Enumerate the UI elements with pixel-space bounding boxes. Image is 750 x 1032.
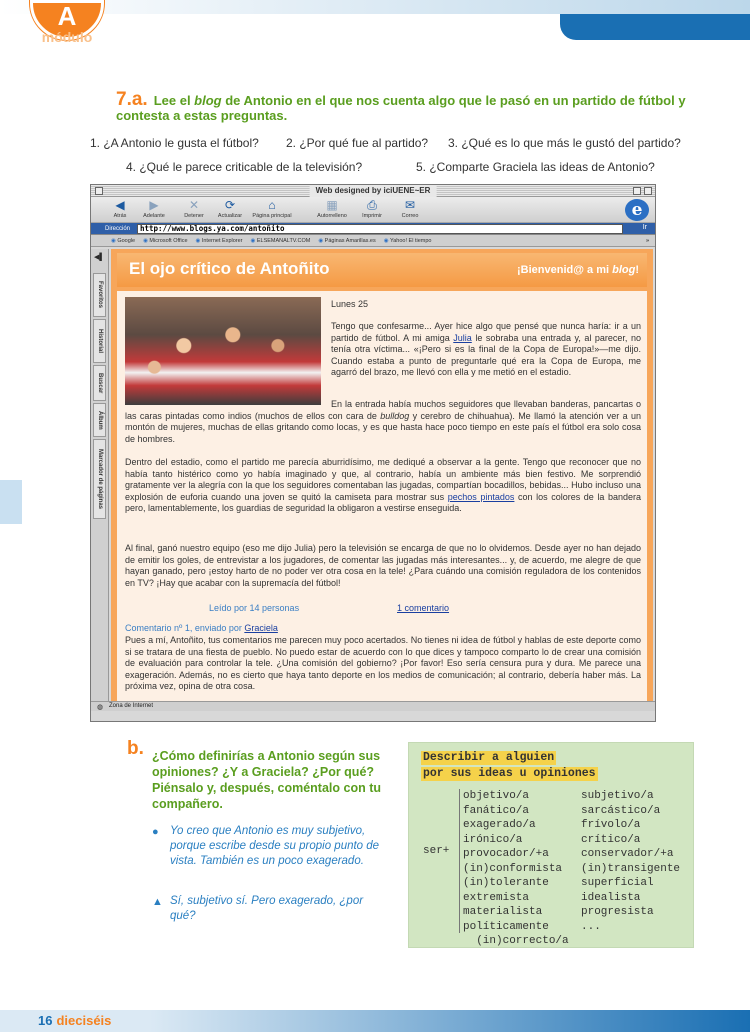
- links-bar: [91, 235, 655, 247]
- zoom-box-icon[interactable]: [633, 187, 641, 195]
- welcome-emphasis: blog: [612, 264, 636, 276]
- status-bar: [91, 701, 655, 711]
- comment-header-text: Comentario nº 1, enviado por: [125, 623, 245, 633]
- adjective: políticamente: [463, 920, 549, 933]
- adjective: subjetivo/a: [581, 790, 654, 802]
- sidebar-tab[interactable]: Álbum: [93, 403, 106, 437]
- blog-welcome: [517, 264, 639, 276]
- module-word: módulo: [41, 29, 93, 45]
- content-area: [91, 249, 655, 711]
- side-bar: [0, 480, 22, 524]
- adjective: irónico/a: [463, 833, 523, 846]
- p3-text: Dentro del estadio, como el partido me parecía aburridísimo, me dediqué a observar a la gente. Tengo que reconocer que no había tanto histérico como yo había imaginado y que, al contrario, había un ambiente más bien festivo. Me sorprendió gratamente ver la alegría con la que los seguidores comentaban las jugadas, compartían bocadillos, bebidas... Hubo incluso una explosión de euforia cuando una joven se quitó la camiseta para mostrar sus: [125, 457, 641, 502]
- p1-text: Tengo que confesarme... Ayer hice algo que pensé que nunca haría: ir a un partido de fútbol. A mi amiga: [331, 321, 641, 343]
- p1-text-end: le sobraba una entrada y, al parecer, no tenía otra víctima... «¡Pero si es la final de la Copa de Europa!»—me dijo. Cuando estaba a punto de preguntarle qué era la Copa de Europa, me agarró del brazo, me llevó con ella y me metió en el estadio.: [331, 332, 641, 378]
- exercise-number: 7.a.: [116, 89, 148, 110]
- sidebar-tab[interactable]: Marcador de páginas: [93, 439, 106, 519]
- toolbar-icon: ✕: [188, 198, 200, 212]
- toolbar-label: Adelante: [143, 213, 165, 219]
- toolbar-label: Correo: [401, 213, 419, 219]
- graciela-link[interactable]: Graciela: [244, 623, 278, 633]
- comment-body: Pues a mí, Antoñito, tus comentarios me parecen muy poco acertados. No tienes ni idea de fútbol y hablas de este deporte como si se tratara de una fiesta de pueblo. No puedo estar de acuerdo con lo que dices y tampoco comparto lo de crear una comisión de evaluación para controlar la tele. ¿Una comisión del gobierno? ¡Por favor! Eso sería censura pura y dura. Me parece una exageración. Además, no es cierto que haya tanto deporte en los medios de comunicación; al contrario, debería haber más. La próxima vez, opina de otra cosa.: [125, 635, 641, 692]
- address-bar: [91, 223, 655, 235]
- favorite-link[interactable]: ◉ Yahoo! El tiempo: [384, 238, 432, 244]
- blog-post: [117, 291, 647, 705]
- top-band: [0, 0, 750, 14]
- instruction-emphasis: blog: [194, 93, 222, 108]
- question-5: 5. ¿Comparte Graciela las ideas de Antonio?: [416, 160, 655, 174]
- collapse-box-icon[interactable]: [644, 187, 652, 195]
- close-box-icon[interactable]: [95, 187, 103, 195]
- favorite-link[interactable]: ◉ Páginas Amarillas.es: [318, 238, 375, 244]
- explorer-sidebar: [91, 249, 109, 711]
- bottom-band: [0, 1010, 750, 1032]
- favorite-link[interactable]: ◉ Internet Explorer: [196, 238, 243, 244]
- answer-2: Sí, subjetivo sí. Pero exagerado, ¿por qué?: [170, 895, 364, 922]
- pechos-pintados-link[interactable]: pechos pintados: [447, 491, 515, 502]
- read-count: Leído por 14 personas: [209, 603, 300, 613]
- address-input[interactable]: http://www.blogs.ya.com/antoñito: [137, 224, 623, 234]
- sidebar-tab[interactable]: Favoritos: [93, 273, 106, 317]
- triangle-bullet-icon: ▲: [152, 896, 163, 908]
- post-paragraph-1: [331, 321, 641, 379]
- box-divider: [459, 789, 460, 933]
- box-title-line-1: Describir a alguien: [423, 751, 555, 764]
- module-letter: A: [57, 1, 77, 31]
- module-badge: [30, 0, 104, 45]
- instruction-text: Lee el: [153, 93, 195, 108]
- toolbar-icon: ⎙: [367, 198, 377, 212]
- adjective: fanático/a: [463, 804, 530, 817]
- comments-link[interactable]: 1 comentario: [397, 603, 450, 613]
- toolbar-icon: ▦: [326, 198, 338, 212]
- adjective: progresista: [581, 906, 654, 918]
- favorite-link[interactable]: ◉ ELSEMANALTV.COM: [251, 238, 311, 244]
- top-tab: [560, 14, 750, 40]
- comment-header: [125, 623, 278, 635]
- exercise-b-letter: b.: [127, 738, 144, 759]
- vocabulary-box: [408, 742, 694, 948]
- p2-text: En la entrada había muchos seguidores que llevaban banderas, pancartas o las caras pintadas como indios (muchos de ellos con cara de: [125, 399, 641, 421]
- verb-ser: ser+: [423, 845, 450, 857]
- adjective: sarcástico/a: [581, 804, 661, 817]
- question-4: 4. ¿Qué le parece criticable de la televisión?: [126, 160, 363, 174]
- question-3: 3. ¿Qué es lo que más le gustó del partido?: [448, 136, 681, 150]
- address-label: Dirección: [105, 226, 131, 232]
- circle-bullet-icon: ●: [152, 826, 159, 838]
- page-number-digits: 16: [38, 1013, 53, 1028]
- post-date: Lunes 25: [331, 299, 369, 309]
- adjective: (in)transigente: [581, 862, 681, 875]
- toolbar-button-3[interactable]: [207, 199, 253, 220]
- toolbar-icon: ⌂: [268, 198, 276, 212]
- adjective: objetivo/a: [463, 790, 530, 802]
- question-2: 2. ¿Por qué fue al partido?: [286, 136, 429, 150]
- toolbar-button-7[interactable]: [387, 199, 433, 220]
- exercise-b-question: ¿Cómo definirías a Antonio según sus opiniones? ¿Y a Graciela? ¿Por qué? Piénsalo y, después, coméntalo con tu compañero.: [152, 749, 381, 811]
- adjective: frívolo/a: [581, 819, 641, 831]
- browser-window: [90, 184, 656, 722]
- adjective: idealista: [581, 891, 641, 904]
- adjective: superficial: [581, 877, 654, 889]
- instruction-text-end: de Antonio en el que nos cuenta algo que le pasó en un partido de fútbol y contesta a estas preguntas.: [116, 93, 686, 123]
- adjective: (in)tolerante: [463, 877, 549, 889]
- status-text: Zona de Internet: [109, 703, 154, 709]
- adjective: (in)conformista: [463, 862, 563, 875]
- toolbar-label: Actualizar: [217, 213, 243, 219]
- p2-text-end: y cerebro de chihuahua). Me llamó la atención ver a un montón de mujeres, muchas de ellas gritando como locas, y es que hasta hace poco tiempo en este país el fútbol era solo cosa de hombres.: [125, 410, 641, 444]
- adjective: conservador/+a: [581, 848, 674, 860]
- sidebar-tab[interactable]: Historial: [93, 319, 106, 363]
- adjective: extremista: [463, 891, 530, 904]
- favorite-link[interactable]: ◉ Microsoft Office: [143, 238, 187, 244]
- welcome-end: !: [635, 264, 639, 276]
- box-title-line-2: por sus ideas u opiniones: [423, 767, 596, 780]
- internet-explorer-logo-icon: e: [625, 199, 649, 221]
- post-paragraph-2: [125, 399, 641, 445]
- adjective: (in)correcto/a: [463, 935, 569, 947]
- favorite-link[interactable]: ◉ Google: [111, 238, 135, 244]
- adjective: materialista: [463, 906, 543, 918]
- p2-emphasis: bulldog: [380, 410, 410, 421]
- browser-titlebar: [91, 185, 655, 197]
- toolbar-label: Detener: [184, 213, 204, 219]
- blog-title: El ojo crítico de Antoñito: [129, 259, 330, 278]
- post-paragraph-3: [125, 457, 641, 515]
- page-number-word: dieciséis: [56, 1013, 112, 1028]
- more-links-icon[interactable]: »: [645, 238, 649, 244]
- exercise-title: [116, 89, 696, 123]
- sidebar-toggle-icon[interactable]: ◀▌: [94, 254, 105, 261]
- toolbar-icon: ◀: [115, 198, 125, 212]
- toolbar-icon: ⟳: [224, 198, 236, 212]
- julia-link[interactable]: Julia: [453, 332, 472, 343]
- blog-page: [111, 249, 653, 711]
- blog-header: [117, 253, 647, 287]
- post-paragraph-4: Al final, ganó nuestro equipo (eso me dijo Julia) pero la televisión se encarga de que no lo olvidemos. Desde ayer no han dejado de emitir los goles, de entrevistar a los jugadores, de comentar las jugadas más interesantes... y, de acuerdo, me alegre de que hayan ganado, pero ¡estoy harto de no poder ver otra cosa en la tele! ¿Para cuándo una comisión reguladora de los contenidos en TV? ¡Hay que acabar con la supremacía del fútbol!: [125, 543, 641, 588]
- adjective-column-2: [581, 789, 680, 934]
- p3-text-end: con los colores de la bandera pero, lamentablemente, los guardias de seguridad la obligaron a vestirse enseguida.: [125, 491, 641, 514]
- toolbar-label: Página principal: [252, 213, 292, 219]
- toolbar-label: Imprimir: [362, 213, 382, 219]
- toolbar-icon: ✉: [404, 198, 416, 212]
- stadium-fans-photo: [125, 297, 321, 405]
- toolbar-label: Autorrelleno: [317, 213, 347, 219]
- adjective: exagerado/a: [463, 819, 536, 831]
- globe-icon: ◍: [97, 704, 104, 711]
- sidebar-tab[interactable]: Buscar: [93, 365, 106, 401]
- welcome-text: ¡Bienvenid@ a mi: [517, 264, 613, 276]
- page-number: [38, 1013, 111, 1028]
- question-1: 1. ¿A Antonio le gusta el fútbol?: [90, 136, 259, 150]
- toolbar-button-4[interactable]: [249, 199, 295, 220]
- answer-1: Yo creo que Antonio es muy subjetivo, porque escribe desde su propio punto de vista. También es un poco exagerado.: [170, 825, 380, 867]
- adjective: crítico/a: [581, 833, 641, 846]
- adjective: ...: [581, 920, 601, 933]
- browser-title: Web designed by iciUENE~ER: [310, 185, 437, 197]
- adjective: provocador/+a: [463, 848, 549, 860]
- adjective-column-1: [463, 789, 569, 949]
- toolbar-label: Atrás: [113, 213, 127, 219]
- go-button[interactable]: Ir: [642, 224, 647, 231]
- toolbar-icon: ▶: [149, 198, 159, 212]
- browser-toolbar: [91, 197, 655, 223]
